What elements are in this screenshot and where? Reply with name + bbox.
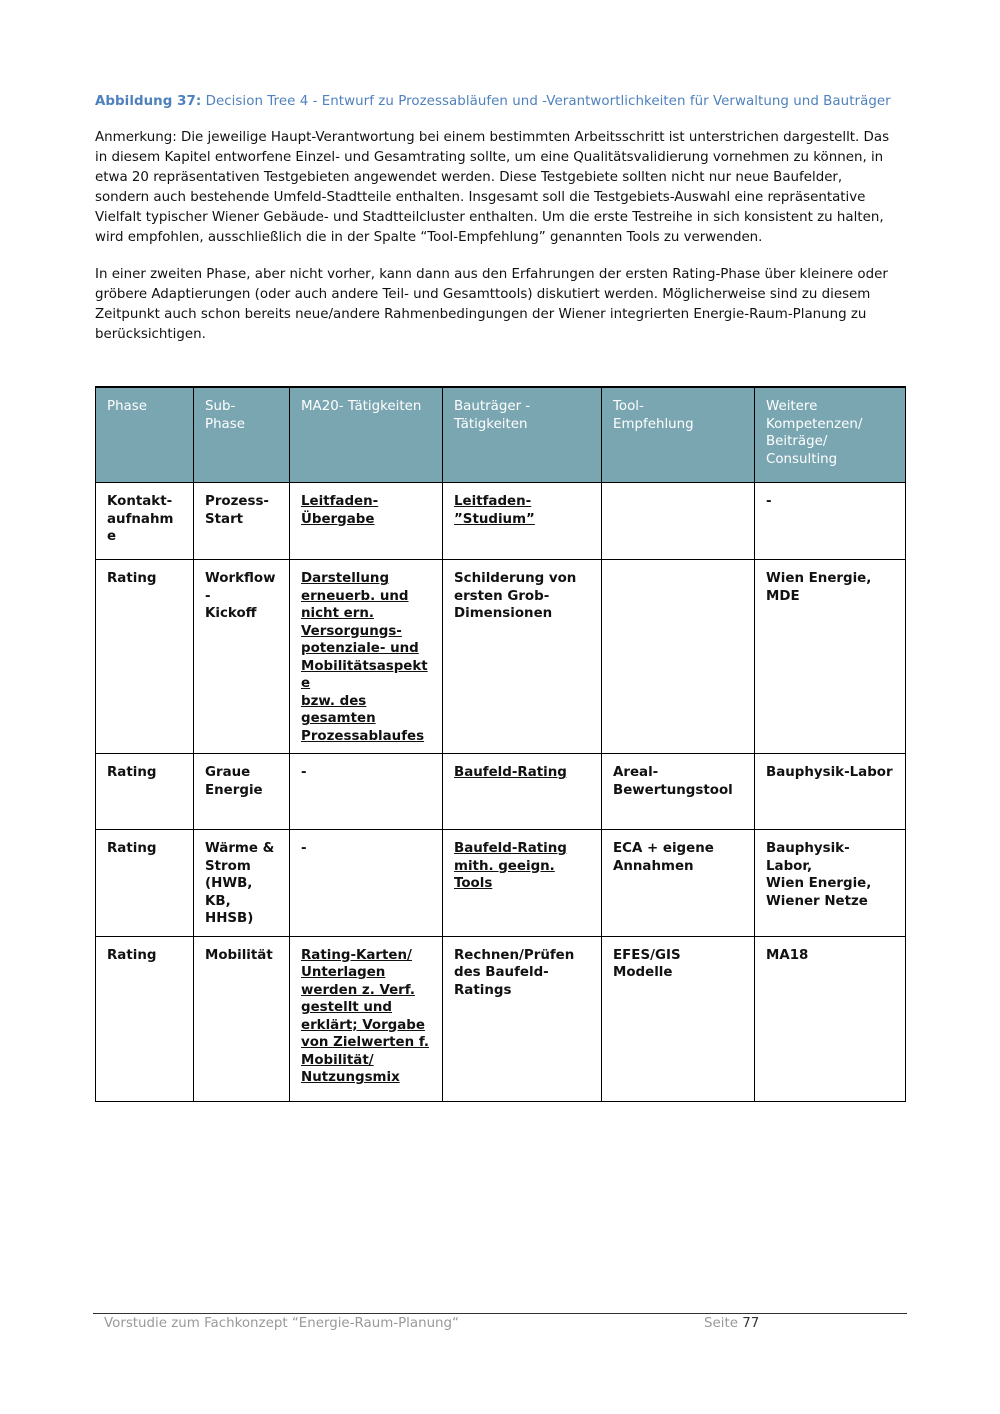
footer-title: Vorstudie zum Fachkonzept “Energie-Raum-Planung“ bbox=[104, 1316, 459, 1331]
cell-line bbox=[454, 764, 590, 782]
underlined-responsibility: Baufeld-Rating bbox=[454, 765, 567, 780]
underlined-responsibility: Übergabe bbox=[301, 511, 375, 527]
cell-phase bbox=[96, 754, 194, 830]
paragraph-line: Zeitpunkt auch schon bereits neue/andere Rahmenbedingungen der Wiener integrierten Energie-Raum-Planung zu bbox=[95, 307, 867, 322]
cell-line bbox=[301, 1034, 431, 1052]
cell-line: Rating bbox=[107, 765, 157, 780]
underlined-responsibility: gesamten bbox=[301, 711, 376, 726]
cell-line: - bbox=[205, 588, 211, 604]
cell-line: Strom bbox=[205, 858, 251, 874]
figure-caption-text: Decision Tree 4 - Entwurf zu Prozessabläufen und -Verantwortlichkeiten für Verwaltung und Bauträger bbox=[205, 94, 891, 109]
figure-caption bbox=[95, 94, 915, 109]
cell-tool bbox=[602, 936, 755, 1101]
underlined-responsibility: nicht ern. bbox=[301, 606, 374, 621]
cell-line: Dimensionen bbox=[454, 606, 553, 621]
underlined-responsibility: Unterlagen bbox=[301, 965, 386, 980]
cell-line bbox=[301, 710, 431, 728]
cell-tool bbox=[602, 560, 755, 754]
cell-line: Rating bbox=[107, 571, 157, 586]
paragraph-line: wird empfohlen, ausschließlich die in der Spalte “Tool-Empfehlung” genannten Tools zu verwenden. bbox=[95, 230, 763, 245]
cell-line: Wärme & bbox=[205, 841, 275, 856]
cell-weitere bbox=[755, 754, 906, 830]
paragraph-line: berücksichtigen. bbox=[95, 327, 206, 342]
underlined-responsibility: werden z. Verf. bbox=[301, 982, 415, 998]
cell-line bbox=[301, 964, 431, 982]
cell-line: Schilderung von bbox=[454, 571, 577, 586]
underlined-responsibility: erneuerb. und bbox=[301, 588, 409, 604]
cell-ma20 bbox=[290, 936, 443, 1101]
cell-line bbox=[454, 858, 590, 876]
cell-line: - bbox=[301, 841, 307, 856]
paragraph-annotation bbox=[95, 128, 915, 248]
underlined-responsibility: bzw. des bbox=[301, 693, 367, 709]
paragraph-line: Vielfalt typischer Wiener Gebäude- und Stadtteilcluster enthalten. Um die erste Testreihe in sich konsistent zu halten, bbox=[95, 210, 884, 225]
table-header-row bbox=[96, 387, 906, 483]
cell-sub-phase bbox=[194, 560, 290, 754]
cell-line bbox=[454, 840, 590, 858]
cell-sub-phase bbox=[194, 483, 290, 560]
cell-line: Ratings bbox=[454, 982, 512, 998]
cell-line: KB, HHSB) bbox=[205, 893, 254, 926]
paragraph-line: in diesem Kapitel entworfene Einzel- und Gesamtrating sollte, um eine Qualitätsvalidierung vornehmen zu können, in bbox=[95, 150, 884, 165]
paragraph-line: Anmerkung: Die jeweilige Haupt-Verantwortung bei einem bestimmten Arbeitsschritt ist unterstrichen dargestellt. Das bbox=[95, 130, 890, 145]
cell-phase bbox=[96, 936, 194, 1101]
cell-bautraeger bbox=[443, 560, 602, 754]
cell-line: ersten Grob- bbox=[454, 588, 550, 604]
header-sub-phase: Sub- Phase bbox=[194, 387, 290, 483]
footer-divider bbox=[93, 1313, 907, 1314]
cell-line: Kontakt- bbox=[107, 494, 173, 509]
cell-sub-phase bbox=[194, 754, 290, 830]
header-phase: Phase bbox=[96, 387, 194, 483]
cell-line: Prozess- bbox=[205, 494, 269, 509]
cell-line bbox=[301, 947, 431, 965]
header-ma20: MA20- Tätigkeiten bbox=[290, 387, 443, 483]
cell-weitere bbox=[755, 560, 906, 754]
figure-caption-label: Abbildung 37: bbox=[95, 94, 202, 109]
cell-line bbox=[301, 982, 431, 1000]
cell-line: des Baufeld- bbox=[454, 965, 549, 980]
paragraph-line: In einer zweiten Phase, aber nicht vorher, kann dann aus den Erfahrungen der ersten Rating-Phase über kleinere oder bbox=[95, 267, 888, 282]
underlined-responsibility: ”Studium” bbox=[454, 511, 535, 527]
cell-line bbox=[301, 728, 431, 746]
cell-weitere bbox=[755, 830, 906, 937]
cell-sub-phase bbox=[194, 830, 290, 937]
cell-line bbox=[301, 1052, 431, 1070]
cell-line bbox=[301, 693, 431, 711]
underlined-responsibility: Versorgungs- bbox=[301, 623, 402, 639]
cell-line: Wiener Netze bbox=[766, 893, 868, 909]
cell-line bbox=[454, 511, 590, 529]
table-row bbox=[96, 936, 906, 1101]
cell-line: Areal- bbox=[613, 765, 659, 780]
cell-line bbox=[301, 1017, 431, 1035]
cell-ma20 bbox=[290, 483, 443, 560]
cell-line: Wien Energie, bbox=[766, 876, 872, 891]
cell-weitere bbox=[755, 936, 906, 1101]
cell-line: Bauphysik-Labor, bbox=[766, 841, 850, 874]
underlined-responsibility: potenziale- und bbox=[301, 641, 419, 656]
footer-page bbox=[704, 1316, 759, 1331]
cell-ma20 bbox=[290, 560, 443, 754]
cell-line bbox=[301, 511, 431, 529]
cell-line bbox=[301, 640, 431, 658]
cell-line bbox=[301, 493, 431, 511]
header-bautraeger: Bauträger - Tätigkeiten bbox=[443, 387, 602, 483]
underlined-responsibility: gestellt und bbox=[301, 1000, 393, 1015]
cell-line: EFES/GIS Modelle bbox=[613, 947, 681, 980]
cell-line: MA18 bbox=[766, 947, 809, 963]
cell-line: Workflow bbox=[205, 571, 276, 586]
paragraph-line: etwa 20 repräsentativen Testgebieten angewendet werden. Diese Testgebiete sollten nicht nur neue Baufelder, bbox=[95, 170, 843, 185]
cell-line: MDE bbox=[766, 588, 800, 604]
cell-weitere bbox=[755, 483, 906, 560]
underlined-responsibility: Mobilität/ bbox=[301, 1052, 374, 1068]
paragraph-second-phase bbox=[95, 265, 915, 345]
cell-ma20 bbox=[290, 754, 443, 830]
cell-line: (HWB, bbox=[205, 876, 253, 891]
footer-page-label: Seite bbox=[704, 1316, 738, 1331]
cell-line bbox=[301, 623, 431, 641]
underlined-responsibility: Mobilitätsaspekte bbox=[301, 658, 428, 691]
paragraph-line: sondern auch bestehende Umfeld-Stadtteile enthalten. Insgesamt soll die Testgebiets-Auswahl eine repräsentative bbox=[95, 190, 866, 205]
cell-bautraeger bbox=[443, 830, 602, 937]
paragraph-line: gröbere Adaptierungen (oder auch andere Teil- und Gesamttools) diskutiert werden. Möglicherweise sind zu diesem bbox=[95, 287, 871, 302]
cell-line: ECA + eigene bbox=[613, 841, 714, 856]
table-row bbox=[96, 830, 906, 937]
header-weitere: Weitere Kompetenzen/ Beiträge/ Consulting bbox=[755, 387, 906, 483]
cell-line: Bauphysik-Labor bbox=[766, 765, 893, 780]
underlined-responsibility: Rating-Karten/ bbox=[301, 947, 412, 963]
cell-line: Annahmen bbox=[613, 858, 694, 874]
underlined-responsibility: erklärt; Vorgabe bbox=[301, 1017, 425, 1033]
cell-line bbox=[301, 658, 431, 693]
header-tool: Tool- Empfehlung bbox=[602, 387, 755, 483]
cell-tool bbox=[602, 830, 755, 937]
underlined-responsibility: Darstellung bbox=[301, 571, 390, 586]
cell-tool bbox=[602, 754, 755, 830]
underlined-responsibility: mith. geeign. bbox=[454, 858, 555, 874]
cell-line: - bbox=[766, 494, 772, 509]
decision-tree-table bbox=[95, 386, 906, 1102]
underlined-responsibility: Baufeld-Rating bbox=[454, 841, 567, 856]
footer-page-number: 77 bbox=[742, 1316, 760, 1331]
cell-line: Mobilität bbox=[205, 947, 273, 963]
cell-phase bbox=[96, 560, 194, 754]
cell-bautraeger bbox=[443, 483, 602, 560]
table-row bbox=[96, 483, 906, 560]
underlined-responsibility: Leitfaden- bbox=[301, 494, 379, 509]
cell-line: Kickoff bbox=[205, 606, 257, 621]
cell-line: Start bbox=[205, 511, 244, 527]
cell-phase bbox=[96, 483, 194, 560]
cell-bautraeger bbox=[443, 936, 602, 1101]
cell-line bbox=[301, 999, 431, 1017]
cell-line bbox=[301, 588, 431, 606]
cell-line: Graue bbox=[205, 765, 251, 780]
cell-line bbox=[454, 493, 590, 511]
cell-line bbox=[301, 570, 431, 588]
underlined-responsibility: Leitfaden- bbox=[454, 494, 532, 509]
cell-tool bbox=[602, 483, 755, 560]
cell-line: aufnahme bbox=[107, 511, 174, 544]
underlined-responsibility: von Zielwerten f. bbox=[301, 1035, 430, 1050]
underlined-responsibility: Tools bbox=[454, 876, 493, 891]
cell-line: Wien Energie, bbox=[766, 571, 872, 586]
underlined-responsibility: Nutzungsmix bbox=[301, 1070, 400, 1085]
cell-line: Rechnen/Prüfen bbox=[454, 947, 575, 963]
underlined-responsibility: Prozessablaufes bbox=[301, 728, 425, 744]
cell-phase bbox=[96, 830, 194, 937]
cell-line: Energie bbox=[205, 782, 263, 798]
cell-bautraeger bbox=[443, 754, 602, 830]
cell-ma20 bbox=[290, 830, 443, 937]
table-row bbox=[96, 560, 906, 754]
cell-line: Rating bbox=[107, 947, 157, 963]
cell-line bbox=[301, 1069, 431, 1087]
cell-line bbox=[454, 875, 590, 893]
cell-sub-phase bbox=[194, 936, 290, 1101]
cell-line: - bbox=[301, 765, 307, 780]
cell-line bbox=[301, 605, 431, 623]
table-row bbox=[96, 754, 906, 830]
table-body bbox=[96, 483, 906, 1102]
cell-line: Rating bbox=[107, 841, 157, 856]
cell-line: Bewertungstool bbox=[613, 782, 733, 798]
